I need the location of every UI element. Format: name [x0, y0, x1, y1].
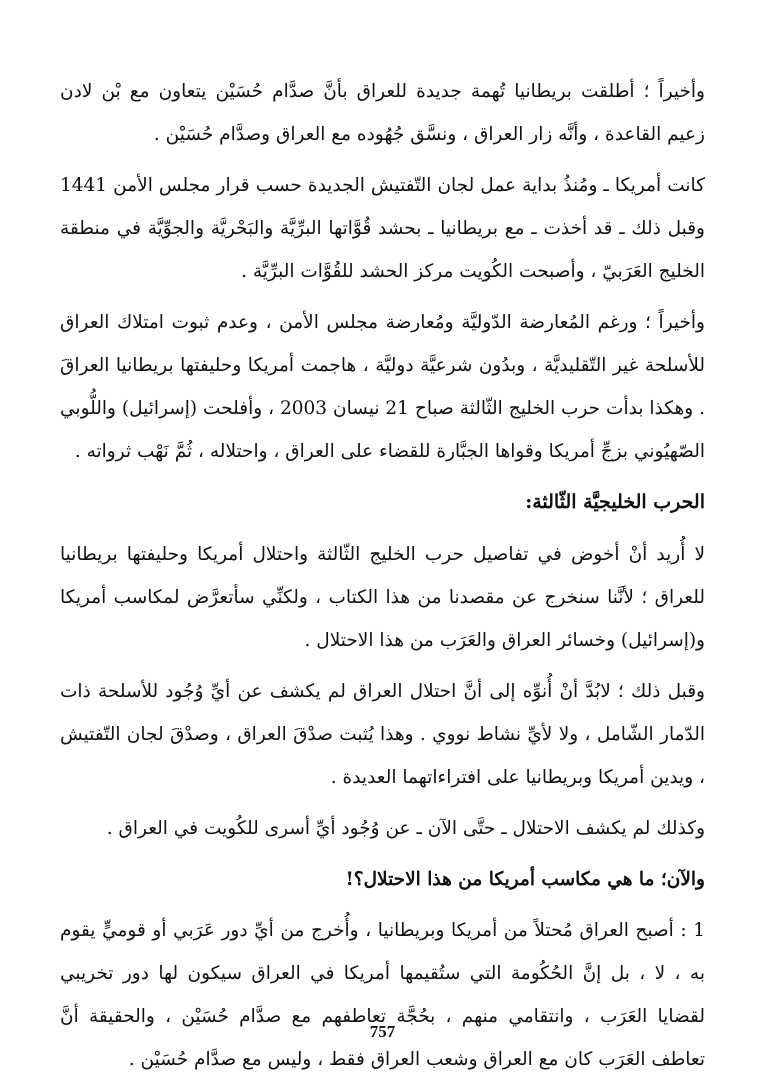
question-line: والآن؛ ما هي مكاسب أمريكا من هذا الاحتلال؟!	[345, 869, 705, 890]
paragraph-war-start: وأخيراً ؛ ورغم المُعارضة الدّوليَّة ومُعارضة مجلس الأمن ، وعدم ثبوت امتلاك العراق للأسلحة غير التّقليديَّة ، وبدُون شرعيَّة دوليَّة ، هاجمت أمريكا وحليفتها بريطانيا العراقَ . وهكذا بدأت حرب الخليج الثّالثة صباح 21 نيسان 2003 ، وأفلحت (إسرائيل) واللُّوبي الصّهيُوني بزجِّ أمريكا وقواها الجبَّارة للقضاء على العراق ، واحتلاله ، ثُمَّ نَهْب ثرواته .	[60, 312, 705, 462]
paragraph-no-weapons: وقبل ذلك ؛ لابُدَّ أنْ أُنوِّه إلى أنَّ احتلال العراق لم يكشف عن أيِّ وُجُود للأسلحة ذات الدّمار الشّامل ، ولا لأيِّ نشاط نووي . وهذا يُثبت صدْقَ العراق ، وصدْقَ لجان التّفتيش ، ويدين أمريكا وبريطانيا على افتراءاتهما العديدة .	[60, 681, 705, 788]
paragraph-britain-accusation: وأخيراً ؛ أطلقت بريطانيا تُهمة جديدة للعراق بأنَّ صدَّام حُسَيْن يتعاون مع بْن لادن زعيم القاعدة ، وأنَّه زار العراق ، ونسَّق جُهُوده مع العراق وصدَّام حُسَيْن .	[60, 81, 705, 145]
paragraph-military-buildup: كانت أمريكا ـ ومُنذُ بداية عمل لجان التّفتيش الجديدة حسب قرار مجلس الأمن 1441 وقبل ذلك ـ قد أخذت ـ مع بريطانيا ـ بحشد قُوَّاتها البرِّيَّة والبَحْريَّة والجوِّيَّة في منطقة الخليج العَرَبيّ ، وأصبحت الكُويت مركز الحشد للقُوَّات البرِّيَّة .	[60, 175, 705, 282]
paragraph-no-prisoners: وكذلك لم يكشف الاحتلال ـ حتَّى الآن ـ عن وُجُود أيِّ أسرى للكُويت في العراق .	[106, 818, 705, 839]
section-heading: الحرب الخليجيَّة الثّالثة:	[525, 491, 705, 513]
point-one: 1 : أصبح العراق مُحتلاً من أمريكا وبريطانيا ، وأُخرج من أيِّ دور عَرَبي أو قوميٍّ يقوم به ، لا ، بل إنَّ الحُكُومة التي ستُقيمها أمريكا في العراق سيكون لها دور تخريبي لقضايا العَرَب ، وانتقامي منهم ، بحُجَّة تعاطفهم مع صدَّام حُسَيْن ، والحقيقة أنَّ تعاطف العَرَب كان مع العراق وشعب العراق فقط ، وليس مع صدَّام حُسَيْن .	[60, 920, 705, 1070]
page-content	[60, 70, 705, 1081]
paragraph-intro: لا أُريد أنْ أخوض في تفاصيل حرب الخليج الثّالثة واحتلال أمريكا وحليفتها بريطانيا للعراق ؛ لأنَّنا سنخرج عن مقصدنا من هذا الكتاب ، ولكنِّي سأتعرَّض لمكاسب أمريكا و(إسرائيل) وخسائر العراق والعَرَب من هذا الاحتلال .	[60, 544, 705, 651]
page-number: 757	[369, 1022, 396, 1041]
